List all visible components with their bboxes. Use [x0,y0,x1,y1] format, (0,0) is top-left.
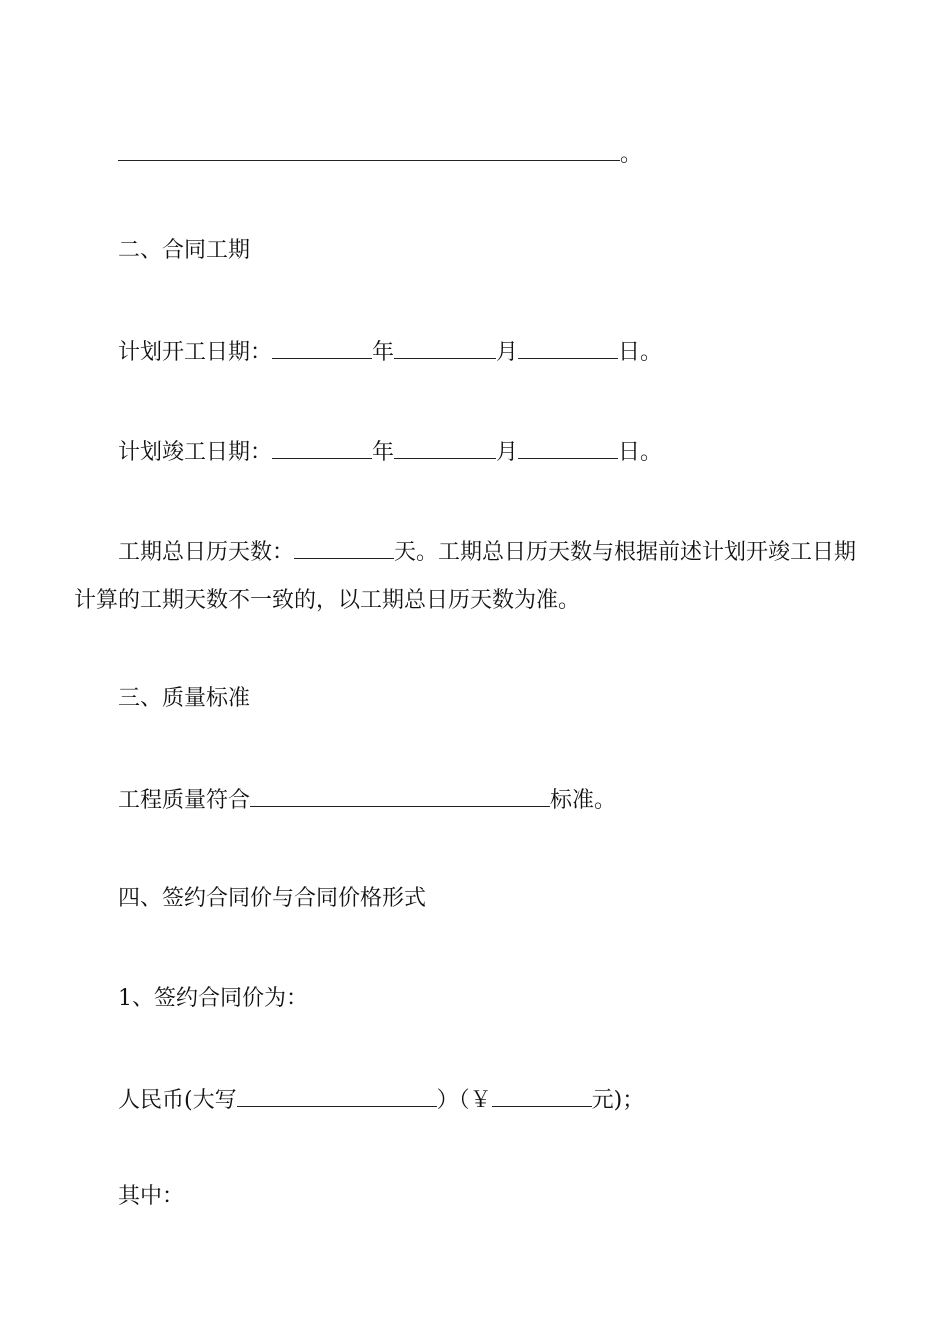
total-duration-line1 [118,536,856,568]
year-blank [272,336,372,359]
quality-standard [118,784,616,816]
section-heading-text: 四、签约合同价与合同价格形式 [118,886,427,911]
amount-words-blank [237,1084,437,1107]
section-heading-text: 二、合同工期 [118,238,251,263]
section-heading-duration [118,236,250,266]
duration-note: 计算的工期天数不一致的，以工期总日历天数为准。 [74,588,581,613]
year-label: 年 [372,340,395,365]
quality-prefix: 工程质量符合 [118,788,251,813]
total-duration-line2 [74,586,580,616]
period: 。 [620,142,643,167]
duration-blank [294,536,394,559]
duration-suffix: 天。工期总日历天数与根据前述计划开竣工日期 [394,540,857,565]
year-blank [272,436,372,459]
year-label: 年 [372,440,395,465]
section-heading-text: 三、质量标准 [118,686,251,711]
top-fill-line [118,138,642,170]
quality-blank [250,784,550,807]
planned-start-date [118,336,662,368]
quality-suffix: 标准。 [550,788,617,813]
month-label: 月 [496,440,519,465]
section-heading-price [118,884,426,914]
rmb-suffix: 元)； [591,1088,645,1113]
day-blank [518,436,618,459]
rmb-middle: ）（￥ [436,1088,492,1113]
start-date-label: 计划开工日期： [118,340,273,365]
day-blank [518,336,618,359]
rmb-prefix: 人民币(大写 [118,1088,237,1113]
planned-completion-date [118,436,662,468]
amount-number-blank [492,1084,592,1107]
month-blank [394,436,496,459]
completion-date-label: 计划竣工日期： [118,440,273,465]
day-label: 日。 [618,440,663,465]
among-text: 其中： [118,1184,185,1209]
month-label: 月 [496,340,519,365]
blank-field [118,138,620,161]
section-heading-quality [118,684,250,714]
month-blank [394,336,496,359]
item-text: 1、签约合同价为： [118,986,308,1011]
day-label: 日。 [618,340,663,365]
contract-price-item [118,984,308,1014]
duration-label: 工期总日历天数： [118,540,295,565]
among-line [118,1182,184,1212]
rmb-amount [118,1084,644,1116]
